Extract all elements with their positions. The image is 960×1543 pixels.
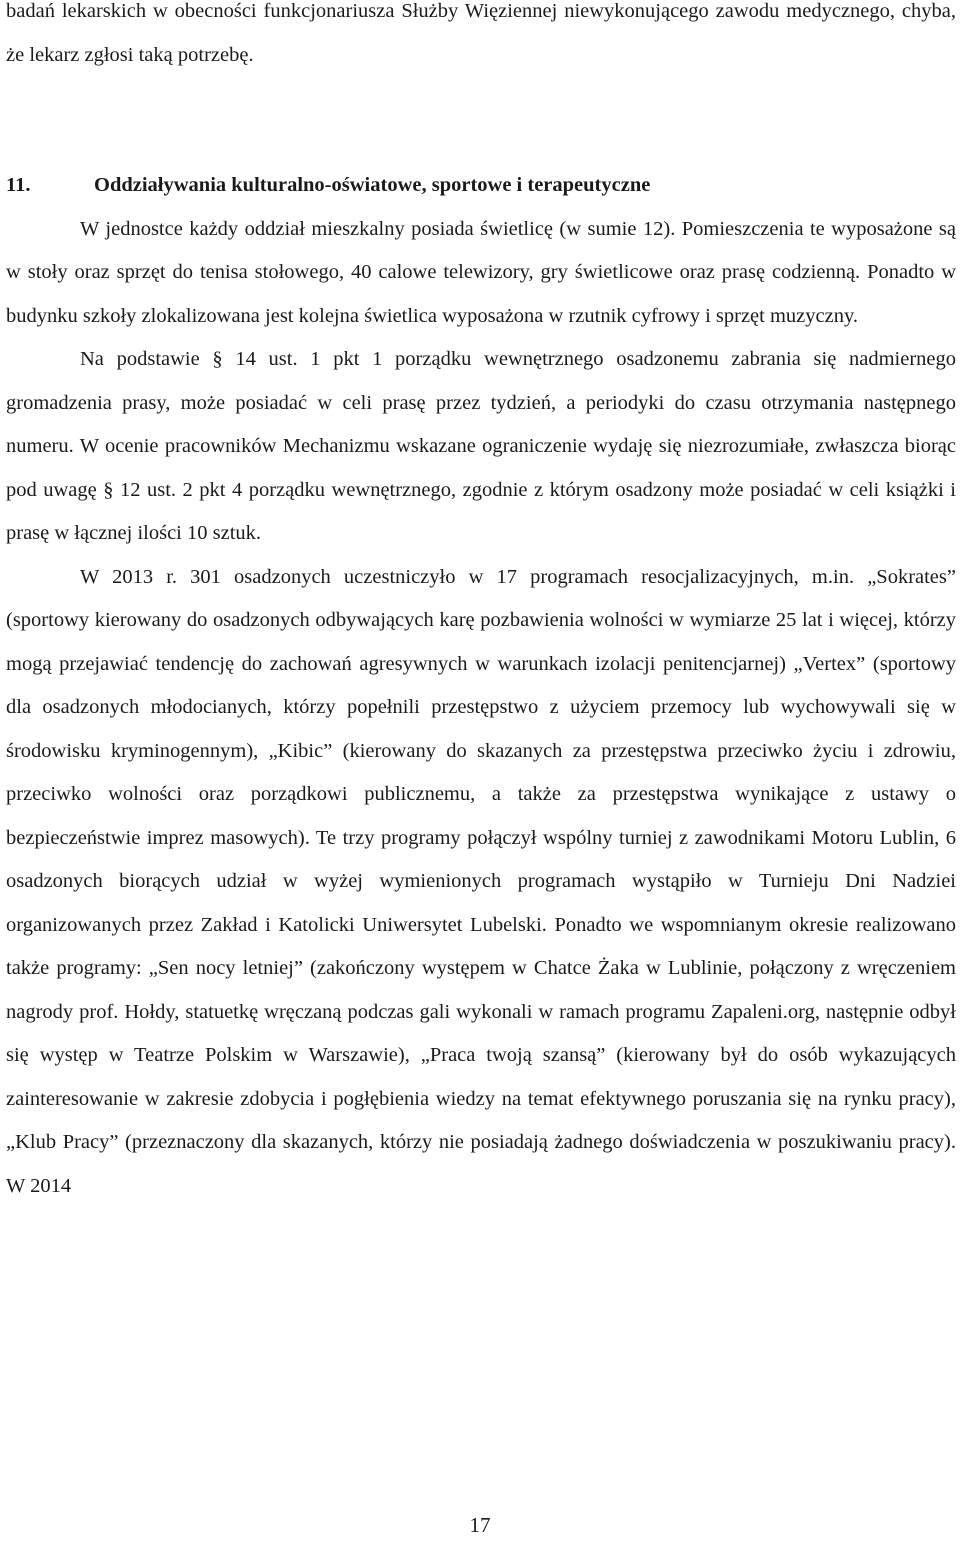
paragraph-top: badań lekarskich w obecności funkcjonariusza Służby Więziennej niewykonującego zawodu medycznego, chyba, że lekarz zgłosi taką potrzebę.	[6, 0, 956, 66]
paragraph-1: W jednostce każdy oddział mieszkalny posiada świetlicę (w sumie 12). Pomieszczenia te wyposażone są w stoły oraz sprzęt do tenisa stołowego, 40 calowe telewizory, gry świetlicowe oraz prasę codzienną. Ponadto w budynku szkoły zlokalizowana jest kolejna świetlica wyposażona w rzutnik cyfrowy i sprzęt muzyczny.	[6, 217, 956, 327]
section-heading	[6, 77, 956, 208]
section-title: Oddziaływania kulturalno-oświatowe, sportowe i terapeutyczne	[94, 174, 651, 196]
document-page	[6, 0, 956, 1208]
paragraph-2: Na podstawie § 14 ust. 1 pkt 1 porządku wewnętrznego osadzonemu zabrania się nadmiernego gromadzenia prasy, może posiadać w celi prasę przez tydzień, a periodyki do czasu otrzymania następnego numeru. W ocenie pracowników Mechanizmu wskazane ograniczenie wydaję się niezrozumiałe, zwłaszcza biorąc pod uwagę § 12 ust. 2 pkt 4 porządku wewnętrznego, zgodnie z którym osadzony może posiadać w celi książki i prasę w łącznej ilości 10 sztuk.	[6, 348, 956, 544]
section-number: 11.	[6, 174, 31, 196]
page-number: 17	[469, 1513, 491, 1537]
paragraph-3: W 2013 r. 301 osadzonych uczestniczyło w 17 programach resocjalizacyjnych, m.in. „Sokrates” (sportowy kierowany do osadzonych odbywających karę pozbawienia wolności w wymiarze 25 lat i więcej, którzy mogą przejawiać tendencję do zachowań agresywnych w warunkach izolacji penitencjarnej) „Vertex” (sportowy dla osadzonych młodocianych, którzy popełnili przestępstwo z użyciem przemocy lub wychowywali się w środowisku kryminogennym), „Kibic” (kierowany do skazanych za przestępstwa przeciwko życiu i zdrowiu, przeciwko wolności oraz porządkowi publicznemu, a także za przestępstwa wynikające z ustawy o bezpieczeństwie imprez masowych). Te trzy programy połączył wspólny turniej z zawodnikami Motoru Lublin, 6 osadzonych biorących udział w wyżej wymienionych programach wystąpiło w Turnieju Dni Nadziei organizowanych przez Zakład i Katolicki Uniwersytet Lubelski. Ponadto we wspomnianym okresie realizowano także programy: „Sen nocy letniej” (zakończony występem w Chatce Żaka w Lublinie, połączony z wręczeniem nagrody prof. Hołdy, statuetkę wręczaną podczas gali wykonali w ramach programu Zapaleni.org, następnie odbył się występ w Teatrze Polskim w Warszawie), „Praca twoją szansą” (kierowany był do osób wykazujących zainteresowanie w zakresie zdobycia i pogłębienia wiedzy na temat efektywnego poruszania się na rynku pracy), „Klub Pracy” (przeznaczony dla skazanych, którzy nie posiadają żadnego doświadczenia w poszukiwaniu pracy). W 2014	[6, 565, 956, 1197]
